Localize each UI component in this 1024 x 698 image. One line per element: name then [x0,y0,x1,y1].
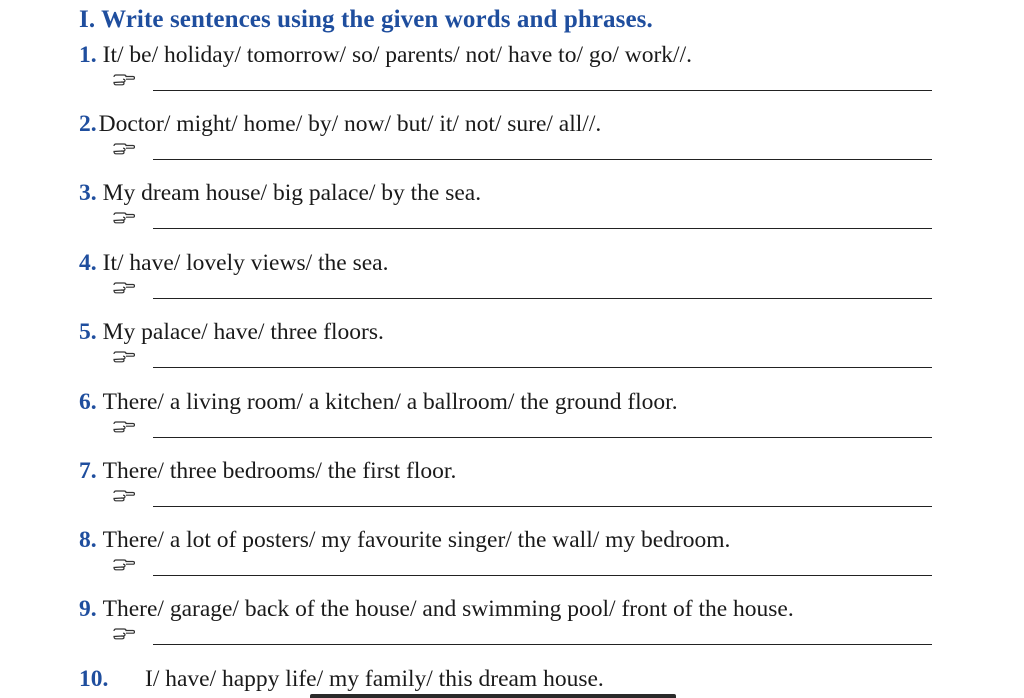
question-line [79,319,384,346]
item-prompt: My dream house/ big palace/ by the sea. [102,180,482,206]
question-line [79,250,388,277]
question-line [79,596,794,623]
exercise-item-4 [79,250,979,320]
question-line [79,389,678,416]
answer-line[interactable] [153,228,932,229]
exercise-item-6 [79,389,979,459]
question-line [79,527,730,554]
item-prompt: I/ have/ happy life/ my family/ this dream house. [145,666,604,692]
exercise-item-1 [79,42,979,112]
pointing-hand-icon [113,141,135,155]
exercise-item-2 [79,111,979,181]
pointing-hand-icon [113,488,135,502]
item-prompt: It/ have/ lovely views/ the sea. [102,250,389,276]
item-number: 6. [79,389,97,415]
item-prompt: There/ a living room/ a kitchen/ a ballroom/ the ground floor. [102,389,678,415]
pointing-hand-icon [113,280,135,294]
answer-line[interactable] [153,644,932,645]
answer-line[interactable] [153,506,932,507]
item-prompt: Doctor/ might/ home/ by/ now/ but/ it/ not/ sure/ all//. [98,111,602,137]
pointing-hand-icon [113,557,135,571]
item-prompt: There/ garage/ back of the house/ and swimming pool/ front of the house. [102,596,794,622]
exercise-item-8 [79,527,979,597]
pointing-hand-icon [113,349,135,363]
item-number: 1. [79,42,97,68]
question-line [79,180,481,207]
item-prompt: There/ a lot of posters/ my favourite singer/ the wall/ my bedroom. [102,527,731,553]
pointing-hand-icon [113,626,135,640]
item-number: 2. [79,111,97,137]
exercise-item-9 [79,596,979,666]
question-line [79,666,604,693]
item-number: 8. [79,527,97,553]
exercise-item-5 [79,319,979,389]
item-number: 7. [79,458,97,484]
answer-line[interactable] [153,90,932,91]
exercise-item-3 [79,180,979,250]
question-line [79,111,601,138]
exercise-title: I. Write sentences using the given words and phrases. [79,6,653,33]
answer-line[interactable] [153,298,932,299]
item-prompt: There/ three bedrooms/ the first floor. [102,458,457,484]
question-line [79,42,692,69]
answer-line[interactable] [153,437,932,438]
item-number: 5. [79,319,97,345]
item-prompt: It/ be/ holiday/ tomorrow/ so/ parents/ not/ have to/ go/ work//. [102,42,692,68]
bottom-scroll-indicator [310,694,676,698]
exercise-item-7 [79,458,979,528]
item-number: 3. [79,180,97,206]
pointing-hand-icon [113,210,135,224]
answer-line[interactable] [153,159,932,160]
item-number: 9. [79,596,97,622]
question-line [79,458,456,485]
item-number: 4. [79,250,97,276]
pointing-hand-icon [113,72,135,86]
item-prompt: My palace/ have/ three floors. [102,319,384,345]
answer-line[interactable] [153,367,932,368]
pointing-hand-icon [113,419,135,433]
answer-line[interactable] [153,575,932,576]
item-number: 10. [79,666,109,692]
